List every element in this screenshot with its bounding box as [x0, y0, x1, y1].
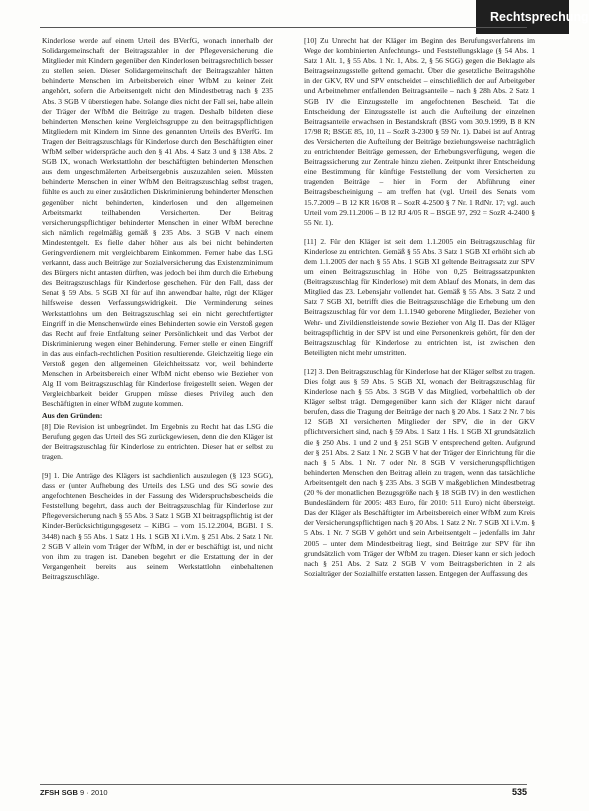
footer-rule: [40, 784, 527, 785]
paragraph: [11] 2. Für den Kläger ist seit dem 1.1.2005 ein Beitragszuschlag für Kinderlose zu entrichten. Gemäß § 55 Abs. 3 Satz 1 SGB XI erhöht sich ab dem 1.1.2005 der nach § 55 Abs. 1 SGB XI geltende Beitragssatz zur SPV um einen Beitragszuschlag in Höhe von 0,25 Beitragssatzpunkten (Beitragszuschlag für Kinderlose) mit dem Ablauf des Monats, in dem das Mitglied das 23. Lebensjahr vollendet hat. Gemäß § 55 Abs. 3 Satz 2 und Satz 7 SGB XI, betrifft dies die Beitragszuschläge die Erhebung um den Beitragszuschlag für vor dem 1.1.1940 geborene Mitglieder, Bezieher von Wehr- und Zivildienstleistende sowie Bezieher von Alg II. Das der Kläger beitragspflichtig in der SPV ist und eine Personenkreis gehört, für den der Beitragszuschlag für Kinderlose zu entrichten ist, ist zwischen den Beteiligten nicht mehr umstritten.: [304, 236, 535, 357]
section-header-tab: Rechtsprechung: [476, 0, 569, 34]
journal-name: ZFSH SGB: [40, 788, 78, 797]
paragraph: [10] Zu Unrecht hat der Kläger im Beginn des Berufungsverfahrens im Wege der kombinierten Anfechtungs- und Feststellungsklage (§ 54 Abs. 1 Satz 1 Alt. 1, § 55 Abs. 1 Nr. 1, Abs. 2, § 56 SGG) gegen die Beklagte als Beitragseinzugsstelle geltend gemacht. Über die gesetzliche Beitragshöhe in der GKV, RV und SPV entscheidet – einschließlich der auf Arbeitgeber und Arbeitnehmer entfallenden Beitragsanteile – nach § 28h Abs. 2 Satz 1 SGB IV die Einzugsstelle im angefochtenen Bescheid. Tat die Entscheidung der Einzugsstelle ist auch die Aufteilung der einzelnen Beitragsanteile erwachsen in Bestandskraft (BSG vom 30.9.1999, B 8 KN 17/98 R; BSGE 85, 10, 11 – SozR 3-2300 § 59 Nr. 1). Dabei ist auf Antrag des Versicherten die Aufteilung der Beiträge beziehungsweise nachträglich zu entrichtender Beiträge gemessen, der Erhebungsverfügung, wegen die Beitragssicherung zur Zentrale hinzu ziehen. Zeitpunkt ihrer Entscheidung eine Bestimmung für künftige Feststellung der vom Versicherten zu tragenden Beiträge – hier in Form der Abführung einer Beitragsbescheinigung – am treffen hat (vgl. Urteil des Senats vom 15.7.2009 – B 12 KR 16/08 R – SozR 4-2500 § 7 Nr. 1 RdNr. 17; vgl. auch Urteil vom 29.11.2006 – B 12 RJ 4/05 R – BSGE 97, 292 = SozR 4-2400 § 55 Nr. 1).: [304, 36, 535, 227]
paragraph: Kinderlose werde auf einem Urteil des BVerfG, wonach innerhalb der Solidargemeinschaft der Beitragszahler in der Pflegeversicherung die Mitglieder mit Kindern gegenüber den Kinderlosen beitragsrechtlich besser zu stellen seien. Dieser Solidargemeinschaft der Beitragszahler hätten behinderte Menschen im Arbeitsbereich einer WfbM zu keiner Zeit angehört, sofern die Arbeitsentgelt nicht den Mindestbetrag nach § 235 Abs. 3 SGB V überstiegen habe. Solange dies nicht der Fall sei, habe allein der Träger der WfbM die Beiträge zu tragen. Deshalb bildeten diese behinderten Menschen keine Vergleichsgruppe zu den beitragspflichtigen Mitgliedern mit Kindern im Sinne des genannten Urteils des BVerfG. Im Tragen der Beitragszuschlags für Kinderlose durch den Beschäftigten einer WfbM selber widerspräche auch den § 41 Abs. 4 Satz 3 und § 138 Abs. 2 SGB IX, wonach Werkstattlohn der beschäftigten behinderten Menschen aus dem ungeschmälerten Arbeitsergebnis auszuzahlen seien. Müssten behinderte Menschen in einer WfbM den Beitragszuschlag selbst tragen, fühlte es auch zu einer zusätzlichen Diskriminierung behinderter Menschen gegenüber nicht behinderten, kinderlosen und den allgemeinen Arbeitsmarkt teilhabenden Versicherten. Der Beitrag versicherungspflichtiger behinderter Menschen in einer WfbM berechne sich nämlich regelmäßig gemäß § 235 Abs. 3 SGB V nach einem Mindestentgelt. Es fielle daher höher aus als bei nicht behinderten Geringverdienern mit vergleichbarem Einkommen. Ferner habe das LSG verkannt, dass auch Beiträge zur Sozialversicherung das Existenzminimum des Bürgers nicht antasten dürften, was jedoch bei ihm durch die Erhebung des Beitragszuschlags für Kinderlose geschehen. Für den Fall, dass der Senat § 59 Abs. 5 SGB XI für auf ihn anwendbar halte, rügt der Kläger hilfsweise dessen Verfassungswidrigkeit. Die Verminderung seines Werkstattlohns um den Beitragszuschlag sei ein nicht gerechtfertigter Eingriff in die Menschenwürde eines Behinderten sowie ein Verstoß gegen das Recht auf freie Entfaltung seiner Persönlichkeit und das Verbot der Diskriminierung wegen einer Behinderung. Ferner stelle er einen Eingriff in das aus einfach-rechtlichen Position resultierende. Gleichzeitig liege ein Verstoß gegen den allgemeinen Gleichheitssatz vor, weil behinderte Menschen in Arbeitsbereich einer WfbM nicht ebenso wie Bezieher von Alg II vom Beitragszuschlag für Kinderlose freigestellt seien. Wegen der Vergleichbarkeit beider Gruppen müsse dieses Privileg auch den Beschäftigten in einer WfbM zugute kommen.: [42, 36, 273, 409]
page-number: 535: [511, 787, 527, 797]
header-rule: [40, 27, 527, 28]
section-heading: Aus den Gründen:: [42, 411, 103, 421]
paragraph: [8] Die Revision ist unbegründet. Im Ergebnis zu Recht hat das LSG die Berufung gegen das Urteil des SG zurückgewiesen, denn die den Kläger ist der Beitragszuschlag für Kinderlose zu entrichten. Dieser hat er selbst zu tragen.: [42, 421, 273, 461]
left-column: [42, 36, 273, 582]
footer-journal: [40, 788, 108, 797]
paragraph: [9] 1. Die Anträge des Klägers ist sachdienlich auszulegen (§ 123 SGG), dass er (unter Aufhebung des Urteils des LSG und des SG sowie des angefochtenen Bescheides in der Fassung des Widerspruchsbescheids die Feststellung begehrt, dass auch der Beitragszuschlag für Kinderlose zur Pflegeversicherung nach § 55 Abs. 3 Satz 1 SGB XI beitragspflichtig ist der Kinder-Berücksichtigungsgesetz – KiBG – vom 15.12.2004, BGBl. I S. 3448) nach § 55 Abs. 1 Satz 1 Hs. 1 SGB XI i.V.m. § 251 Abs. 2 Satz 1 Nr. 2 SGB V allein vom Träger der WfbM, in der er beschäftigt ist, und nicht von ihm zu tragen ist. Daneben begehrt er die Erstattung der in der Vergangenheit bereits aus seinem Werkstattlohn einbehaltenen Beitragszuschläge.: [42, 470, 273, 581]
journal-issue: 9 · 2010: [80, 788, 108, 797]
right-column: [304, 36, 535, 579]
paragraph: [12] 3. Den Beitragszuschlag für Kinderlose hat der Kläger selbst zu tragen. Dies folgt aus § 59 Abs. 5 SGB XI, wonach der Beitragszuschlag für Kinderlose nach § 55 Abs. 3 SGB V das Mitglied, vorbehaltlich ob der Kläger selbst trägt. Demgegenüber kann sich der Kläger nicht darauf berufen, dass die Tragung der Beiträge der nach § 20 Abs. 1 Satz 2 Nr. 7 bis 12 SGB XI versicherten Mitglieder der SPV, die in der GKV pflichtversichert sind, nach § 59 Abs. 1 Satz 1 Hs. 1 SGB XI grundsätzlich die § 250 Abs. 1 und 2 und § 251 SGB V entsprechend gelten. Aufgrund der § 251 Abs. 2 Satz 1 Nr. 2 SGB V hat der Träger der Einrichtung für die nach § 5 Abs. 1 Nr. 7 oder Nr. 8 SGB V versicherungspflichtigen behinderten Menschen den Beitrag allein zu tragen, wenn das tatsächliche Arbeitsentgelt den nach § 235 Abs. 3 SGB V maßgeblichen Mindestbetrag (20 % der monatlichen Bezugsgröße nach § 18 SGB IV) in den westlichen Bundesländern für 2005: 483 Euro, für 2010: 511 Euro) nicht übersteigt. Das der Kläger als Beschäftigter im Arbeitsbereich einer WfbM zum Kreis der Versicherungspflichtigen nach § 20 Abs. 1 Satz 2 Nr. 7 SGB XI i.V.m. § 5 Abs. 1 Nr. 7 SGB V gehört und sein Arbeitsentgelt – jedenfalls im Jahr 2005 – unter dem Mindestbeitrag liegt, sind Beiträge zur SPV für ihn grundsätzlich vom Träger der WfbM zu tragen. Dieser kann er sich jedoch nach § 251 Abs. 2 Satz 2 SGB V vom Beitragsberichten in 2 als Sozialträger der Sozialhilfe erstatten lassen. Entgegen der Auffassung des: [304, 366, 535, 578]
